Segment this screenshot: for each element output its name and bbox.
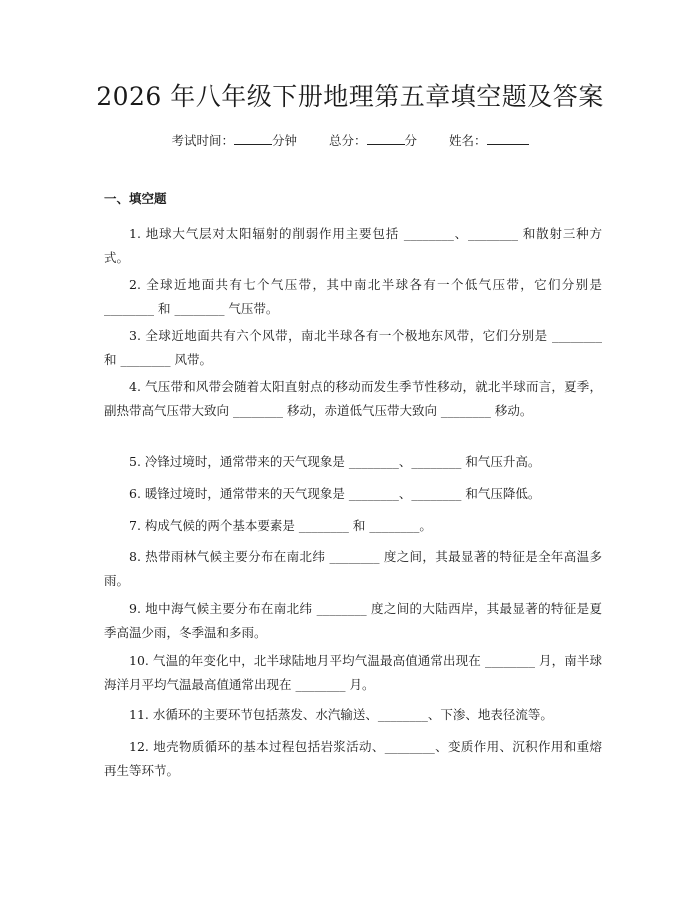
exam-time-blank [234,132,272,145]
student-name [449,133,529,148]
exam-time-unit: 分钟 [271,133,297,148]
question-11: 11. 水循环的主要环节包括蒸发、水汽输送、________、下渗、地表径流等。 [129,707,553,722]
section-title: 一、填空题 [104,191,167,206]
total-score-label: 总分： [328,133,367,148]
question-12: 12. 地壳物质循环的基本过程包括岩浆活动、________、变质作用、沉积作用和重熔再生等环节。 [104,739,602,778]
question-4: 4. 气压带和风带会随着太阳直射点的移动而发生季节性移动，就北半球而言，夏季，副热带高气压带大致向 ________ 移动，赤道低气压带大致向 ________ 移动。 [104,379,602,418]
question-1: 1. 地球大气层对太阳辐射的削弱作用主要包括 ________、________ 和散射三种方式。 [104,226,602,265]
question-6: 6. 暖锋过境时，通常带来的天气现象是 ________、________ 和气压降低。 [129,486,541,501]
total-score [329,133,417,148]
question-5: 5. 冷锋过境时，通常带来的天气现象是 ________、________ 和气压升高。 [129,454,541,469]
student-name-label: 姓名： [449,133,487,148]
question-2: 2. 全球近地面共有七个气压带，其中南北半球各有一个低气压带，它们分别是 ________ 和 ________ 气压带。 [104,277,602,316]
exam-info-line [0,132,700,150]
question-10: 10. 气温的年变化中，北半球陆地月平均气温最高值通常出现在 ________ 月，南半球海洋月平均气温最高值通常出现在 ________ 月。 [104,653,602,692]
total-score-unit: 分 [404,133,418,148]
exam-time-label: 考试时间： [171,133,234,148]
question-3: 3. 全球近地面共有六个风带，南北半球各有一个极地东风带，它们分别是 ________ 和 ________ 风带。 [104,328,602,367]
question-8: 8. 热带雨林气候主要分布在南北纬 ________ 度之间，其最显著的特征是全年高温多雨。 [104,549,602,588]
question-7: 7. 构成气候的两个基本要素是 ________ 和 ________。 [129,518,432,533]
question-9: 9. 地中海气候主要分布在南北纬 ________ 度之间的大陆西岸，其最显著的特征是夏季高温少雨，冬季温和多雨。 [104,601,602,640]
exam-time [171,133,297,148]
document-title: 2026 年八年级下册地理第五章填空题及答案 [96,82,604,111]
total-score-blank [367,132,405,145]
student-name-blank [487,132,529,145]
